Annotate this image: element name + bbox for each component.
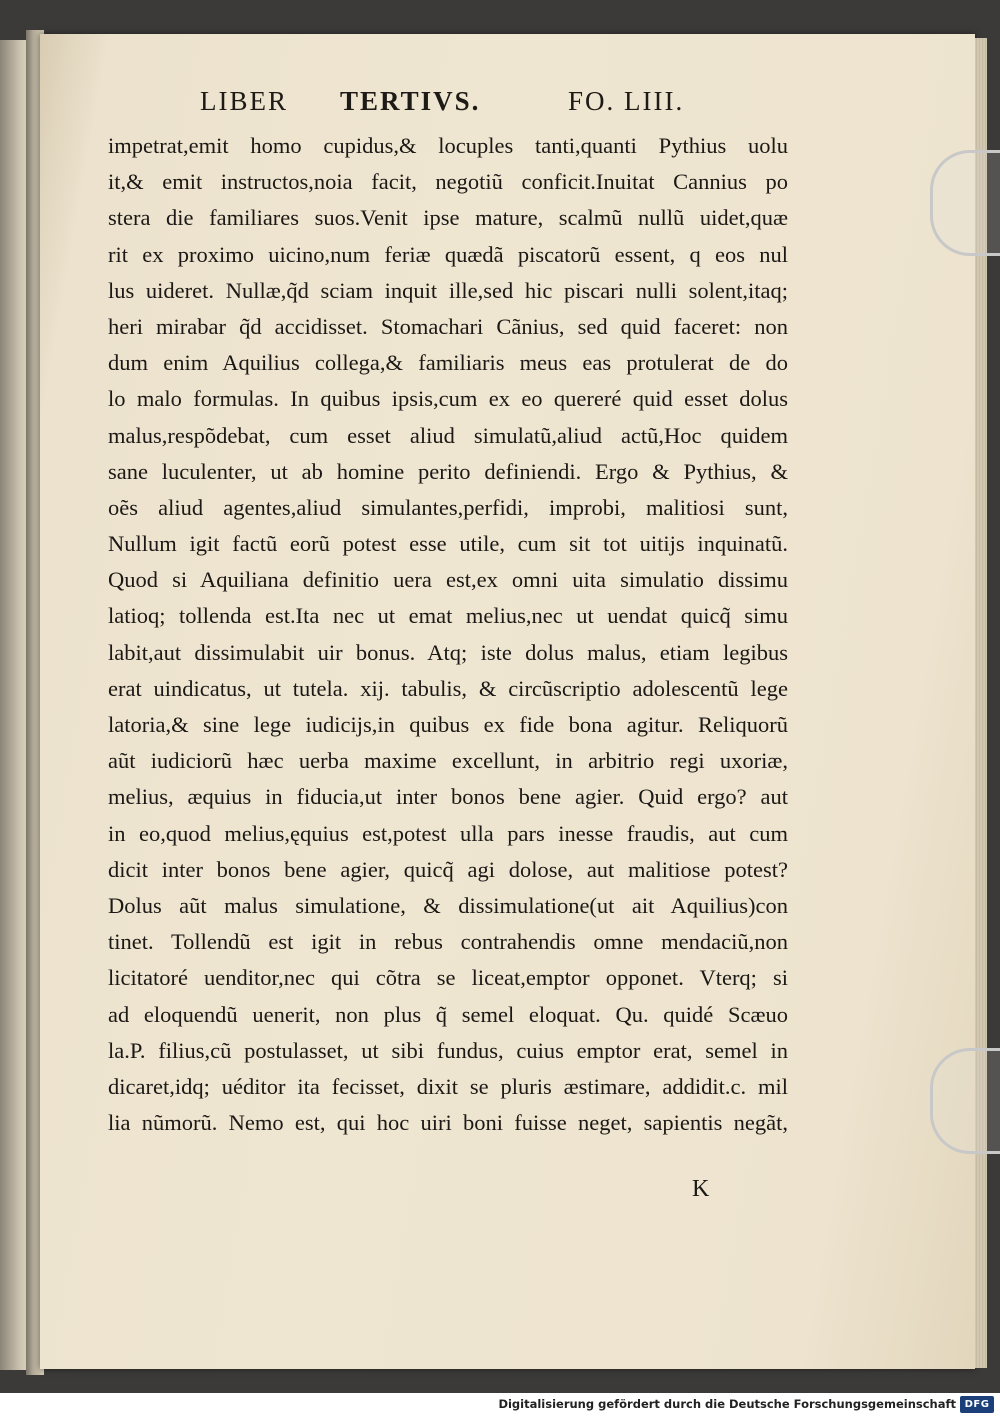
text-line: rit ex proximo uicino,num feriæ quædã piscatorũ essent, q eos nul [108, 241, 788, 267]
text-line: lo malo formulas. In quibus ipsis,cum ex eo quereré quid esset dolus [108, 386, 788, 412]
text-line: lus uideret. Nullæ,q̃d sciam inquit ille,sed hic piscari nulli solent,itaq; [108, 277, 788, 303]
funding-credit: Digitalisierung gefördert durch die Deutsche Forschungsgemeinschaft [498, 1397, 956, 1411]
text-line: Dolus aũt malus simulatione, & dissimulatione(ut ait Aquilius)con [108, 892, 788, 918]
text-line: la.P. filius,cũ postulasset, ut sibi fundus, cuius emptor erat, semel in [108, 1037, 788, 1063]
text-line: dicit inter bonos bene agier, quicq̃ agi dolose, aut malitiose potest? [108, 856, 788, 882]
text-line: Nullum igit factũ eorũ potest esse utile, cum sit tot uitijs inquinatũ. [108, 531, 788, 557]
footer-bar [0, 1393, 1000, 1417]
catchword: K [692, 1176, 710, 1202]
text-line: impetrat,emit homo cupidus,& locuples tanti,quanti Pythius uolu [108, 133, 788, 158]
text-line: it,& emit instructos,noia facit, negotiũ conficit.Inuitat Cannius po [108, 169, 788, 195]
running-head-left: LIBER [200, 86, 288, 116]
text-line: latoria,& sine lege iudicijs,in quibus ex fide bona agitur. Reliquorũ [108, 712, 788, 737]
text-line: stera die familiares suos.Venit ipse mature, scalmũ nullũ uidet,quæ [108, 205, 788, 231]
text-line: tinet. Tollendũ est igit in rebus contrahendis omne mendaciũ,non [108, 929, 788, 955]
text-line: ad eloquendũ uenerit, non plus q̃ semel eloquat. Qu. quidé Scæuo [108, 1001, 788, 1027]
text-line: malus,respõdebat, cum esset aliud simulatũ,aliud actũ,Hoc quidem [108, 422, 788, 448]
text-line: heri mirabar q̃d accidisset. Stomachari Cãnius, sed quid faceret: non [108, 313, 788, 339]
text-line: erat uindicatus, ut tutela. xij. tabulis, & circũscriptio adolescentũ lege [108, 675, 788, 701]
text-line: melius, æquius in fiducia,ut inter bonos bene agier. Quid ergo? aut [108, 784, 788, 810]
text-line: lia nũmorũ. Nemo est, qui hoc uiri boni fuisse neget, sapientis negãt, [108, 1110, 788, 1136]
body-text [108, 128, 788, 1141]
text-line: latioq; tollenda est.Ita nec ut emat melius,nec ut uendat quicq̃ simu [108, 603, 788, 629]
text-line: sane luculenter, ut ab homine perito definiendi. Ergo & Pythius, & [108, 458, 788, 484]
page-clip-bottom [930, 1048, 1000, 1154]
text-line: dum enim Aquilius collega,& familiaris meus eas protulerat de do [108, 350, 788, 376]
text-line: labit,aut dissimulabit uir bonus. Atq; iste dolus malus, etiam legibus [108, 639, 788, 665]
text-line: Quod si Aquiliana definitio uera est,ex omni uita simulatio dissimu [108, 567, 788, 593]
page-clip-top [930, 150, 1000, 256]
text-line: licitatoré uenditor,nec qui cõtra se liceat,emptor opponet. Vterq; si [108, 965, 788, 991]
text-line: dicaret,idq; uéditor ita fecisset, dixit se pluris æstimare, addidit.c. mil [108, 1073, 788, 1099]
running-head-title: TERTIVS. [340, 86, 481, 116]
dfg-logo-icon: DFG [960, 1396, 994, 1413]
text-line: in eo,quod melius,ęquius est,potest ulla pars inesse fraudis, aut cum [108, 820, 788, 846]
folio-number: FO. LIII. [568, 86, 685, 116]
text-line: oẽs aliud agentes,aliud simulantes,perfidi, improbi, malitiosi sunt, [108, 494, 788, 520]
text-line: aũt iudiciorũ hæc uerba maxime excellunt, in arbitrio regi uxoriæ, [108, 748, 788, 774]
running-head [200, 86, 720, 126]
